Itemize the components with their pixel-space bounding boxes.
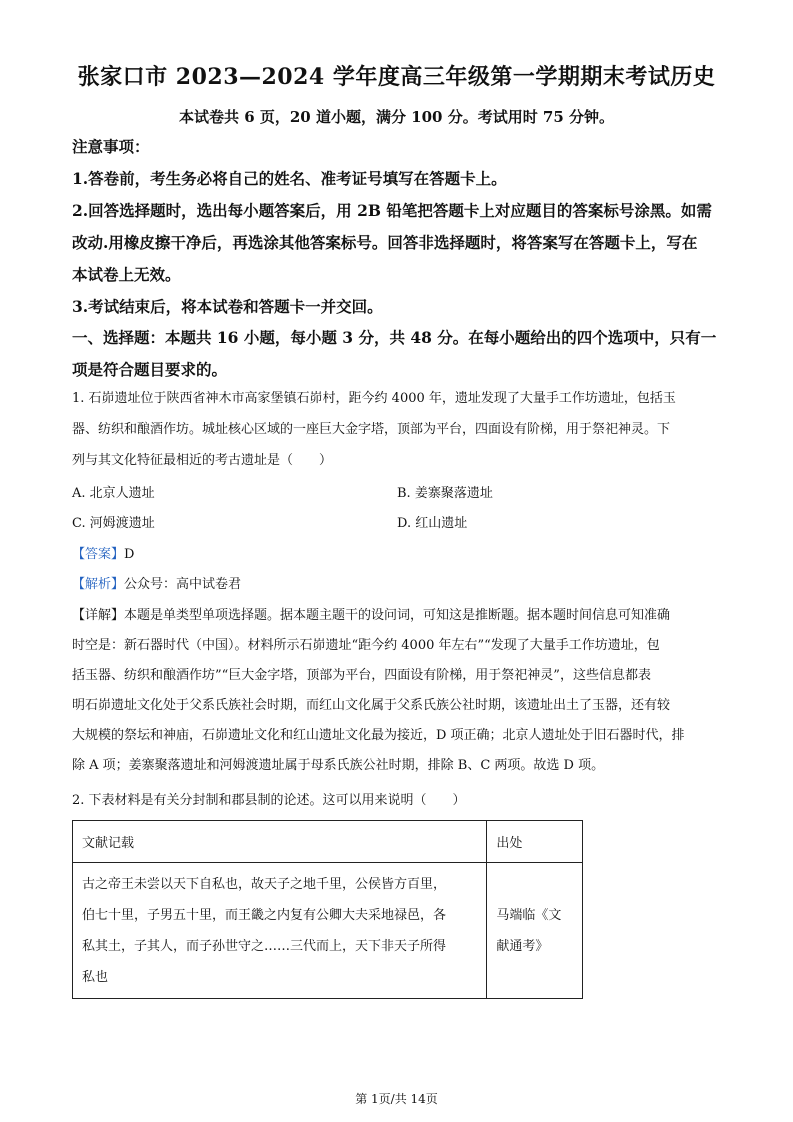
notice-heading: 注意事项： (72, 137, 150, 156)
notice-item-1: 1.答卷前，考生务必将自己的姓名、准考证号填写在答题卡上。 (72, 169, 507, 188)
question-1-detail-line-4: 明石峁遗址文化处于父系氏族社会时期，而红山文化属于父系氏族公社时期，该遗址出土了玉器，还有较 (72, 698, 671, 713)
table-header-source: 出处 (487, 821, 583, 863)
question-1-detail-line-2: 时空是：新石器时代（中国）。材料所示石峁遗址“距今约 4000 年左右”“发现了大量手工作坊遗址，包 (72, 638, 660, 653)
table-header-row (73, 821, 583, 863)
notice-item-2-line-3: 本试卷上无效。 (72, 265, 181, 284)
question-2-stem: 2. 下表材料是有关分封制和郡县制的论述。这可以用来说明（ ） (72, 793, 466, 808)
answer-label: 【答案】 (72, 547, 125, 562)
question-1-option-c: C. 河姆渡遗址 (72, 516, 155, 531)
notice-item-2-line-1: 2.回答选择题时，选出每小题答案后，用 2B 铅笔把答题卡上对应题目的答案标号涂黑。如需 (72, 201, 712, 220)
notice-item-3: 3.考试结束后，将本试卷和答题卡一并交回。 (72, 297, 383, 316)
question-1-detail-line-5: 大规模的祭坛和神庙，石峁遗址文化和红山遗址文化最为接近，D 项正确；北京人遗址处于旧石器时代，排 (72, 728, 685, 743)
question-1-line-1: 1. 石峁遗址位于陕西省神木市高家堡镇石峁村，距今约 4000 年，遗址发现了大量手工作坊遗址，包括玉 (72, 391, 676, 406)
document-line-2: 伯七十里，子男五十里，而王畿之内复有公卿大夫采地禄邑，各 (82, 907, 447, 923)
exam-info: 本试卷共 6 页，20 道小题，满分 100 分。考试用时 75 分钟。 (178, 108, 615, 126)
question-1-answer (72, 540, 722, 569)
section-heading-line-1: 一、选择题：本题共 16 小题，每小题 3 分，共 48 分。在每小题给出的四个选项中，只有一 (72, 328, 717, 347)
answer-value: D (124, 547, 135, 562)
section-heading-line-2: 项是符合题目要求的。 (72, 360, 228, 379)
source-line-2: 献通考》 (496, 938, 549, 954)
question-1-option-a: A. 北京人遗址 (72, 486, 155, 501)
table-cell-document (73, 863, 487, 999)
question-1-line-3: 列与其文化特征最相近的考古遗址是（ ） (72, 453, 333, 468)
question-1-option-b: B. 姜寨聚落遗址 (397, 486, 493, 501)
page-number: 第 1页/共 14页 (355, 1092, 438, 1106)
page-title: 张家口市 2023—2024 学年度高三年级第一学期期末考试历史 (77, 64, 716, 90)
detail-text: 本题是单类型单项选择题。据本题主题干的设问词，可知这是推断题。据本题时间信息可知准确 (124, 608, 671, 623)
source-line-1: 马端临《文 (496, 907, 562, 923)
question-1-analysis (72, 570, 722, 599)
question-1-option-d: D. 红山遗址 (397, 516, 468, 531)
question-1-line-2: 器、纺织和酿酒作坊。城址核心区域的一座巨大金字塔，顶部为平台，四面设有阶梯，用于祭祀神灵。下 (72, 422, 671, 437)
question-1-detail-line-1 (72, 601, 722, 630)
source-table (72, 820, 583, 999)
question-1-detail-line-6: 除 A 项；姜寨聚落遗址和河姆渡遗址属于母系氏族公社时期，排除 B、C 两项。故选 D 项。 (72, 758, 605, 773)
detail-label: 【详解】 (72, 608, 125, 623)
document-line-3: 私其土，子其人，而子孙世守之……三代而上，天下非天子所得 (82, 938, 447, 954)
analysis-label: 【解析】 (72, 577, 125, 592)
table-row (73, 863, 583, 999)
table-header-document: 文献记载 (73, 821, 487, 863)
document-line-4: 私也 (82, 969, 109, 985)
document-line-1: 古之帝王未尝以天下自私也，故天子之地千里，公侯皆方百里， (82, 876, 447, 892)
analysis-value: 公众号：高中试卷君 (124, 577, 242, 592)
question-1-detail-line-3: 括玉器、纺织和酿酒作坊”“巨大金字塔，顶部为平台，四面设有阶梯，用于祭祀神灵”，这些信息都表 (72, 668, 651, 683)
notice-item-2-line-2: 改动.用橡皮擦干净后，再选涂其他答案标号。回答非选择题时，将答案写在答题卡上，写在 (72, 233, 698, 252)
table-cell-source (487, 863, 583, 999)
